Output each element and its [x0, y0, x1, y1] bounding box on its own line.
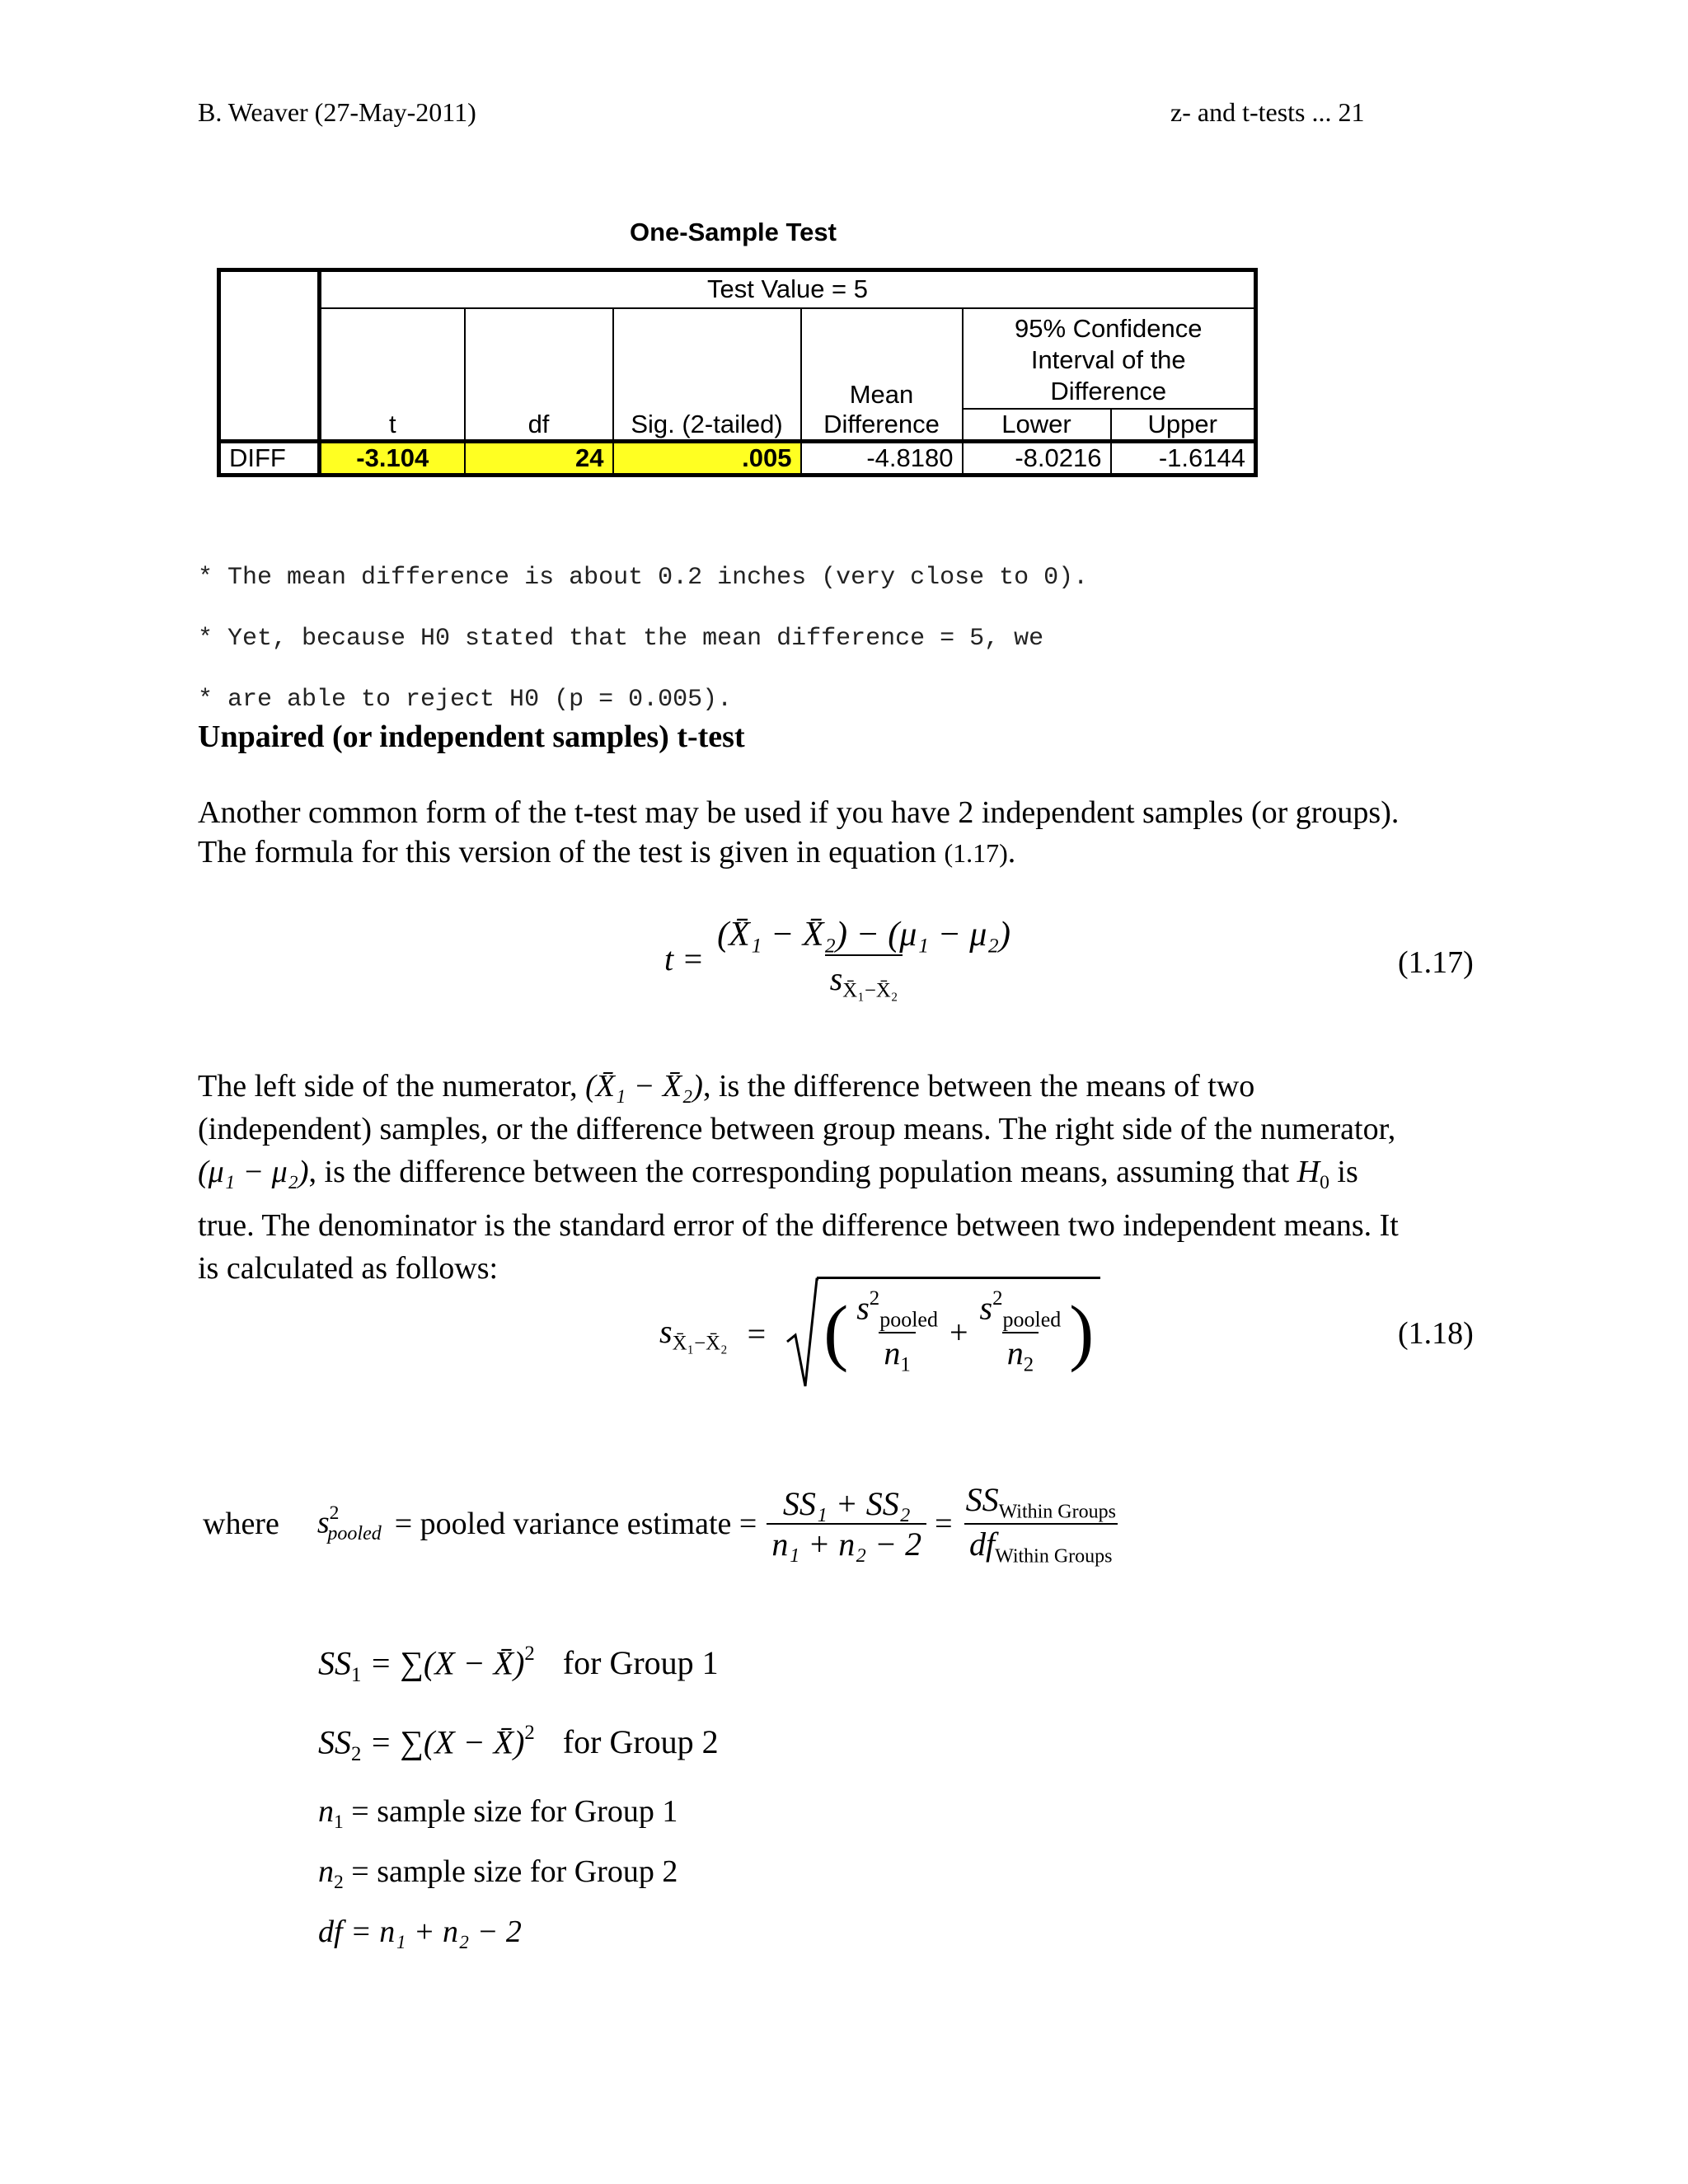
sqrt-sign-icon	[785, 1276, 818, 1391]
ss1-sup: 2	[524, 1643, 535, 1665]
where-s: s	[316, 1505, 330, 1540]
n1-lhs: n	[318, 1794, 334, 1829]
col-lower-header: Lower	[963, 409, 1111, 442]
eq118-lhs-sub: X̄₁−X̄₂	[672, 1332, 728, 1355]
one-sample-test-table	[217, 268, 1258, 477]
where-s-sup: 2	[329, 1502, 340, 1525]
comment-line-3: * are able to reject H0 (p = 0.005).	[198, 686, 733, 714]
eq118-plus: +	[949, 1314, 968, 1351]
cell-mean-diff-value: -4.8180	[801, 442, 963, 476]
eq117-fraction	[712, 915, 1015, 1003]
right-paren: )	[1069, 1291, 1095, 1373]
cell-upper-value: -1.6144	[1111, 442, 1256, 476]
explain-line-3	[198, 1151, 1533, 1204]
n1-sub: 1	[334, 1811, 344, 1834]
explain-math-2: (μ₁ − μ₂)	[198, 1155, 309, 1189]
explain-h0: H	[1296, 1155, 1320, 1189]
equation-ref-117: (1.17)	[944, 838, 1008, 868]
table-row	[219, 442, 1256, 476]
pooled-variance-definition	[203, 1480, 1121, 1568]
intro-line-2-text: The formula for this version of the test is given in equation	[198, 835, 945, 869]
ss-within: SS	[965, 1481, 999, 1518]
n-line-1	[318, 1787, 678, 1847]
df-within: df	[969, 1526, 996, 1563]
explain-math-1: (X̄₁ − X̄₂)	[585, 1069, 703, 1104]
explanation-paragraph	[198, 1065, 1533, 1290]
ss-within-sub: Within Groups	[998, 1501, 1116, 1523]
explain-line-5: is calculated as follows:	[198, 1251, 499, 1286]
ss2-lhs: SS	[318, 1723, 351, 1761]
explain-line-2: (independent) samples, or the difference between group means. The right side of the numerator,	[198, 1112, 1396, 1146]
df-rhs: = n₁ + n₂ − 2	[342, 1915, 522, 1950]
eq118-n1: n	[884, 1334, 901, 1372]
ci-header-line3: Difference	[1050, 376, 1167, 405]
eq117-denominator	[825, 954, 903, 1003]
ss1-lhs: SS	[318, 1644, 351, 1682]
running-header-right: z- and t-tests ... 21	[1170, 97, 1365, 127]
ss-line-1	[318, 1625, 719, 1704]
test-value-header: Test Value = 5	[320, 270, 1256, 308]
ss2-rhs: = ∑(X − X̄)	[361, 1723, 525, 1761]
ss1-text: for Group 1	[562, 1644, 719, 1682]
equation-number-117: (1.17)	[1398, 945, 1474, 980]
col-upper-header: Upper	[1111, 409, 1256, 442]
n2-sub: 2	[334, 1872, 344, 1894]
eq118-frac-1	[851, 1287, 943, 1377]
n-line-2	[318, 1847, 678, 1907]
eq118-n2-sub: 2	[1023, 1354, 1034, 1377]
ss-definitions	[318, 1625, 719, 1783]
col-mean-diff-header-line2: Difference	[823, 410, 940, 438]
eq118-s1-pooled: pooled	[879, 1307, 938, 1332]
col-t-header: t	[320, 308, 465, 442]
pooled-frac2-den	[964, 1523, 1117, 1568]
intro-paragraph	[198, 793, 1533, 873]
sqrt-body	[817, 1277, 1100, 1386]
where-eq2: =	[935, 1507, 953, 1542]
ss1-rhs: = ∑(X − X̄)	[361, 1644, 525, 1682]
eq118-lhs	[659, 1312, 728, 1356]
cell-t-value: -3.104	[320, 442, 465, 476]
ci-header	[963, 308, 1256, 409]
eq117-denominator-s: s	[829, 960, 843, 997]
ci-header-line2: Interval of the	[1030, 344, 1186, 374]
pooled-frac1-den: n₁ + n₂ − 2	[767, 1523, 926, 1563]
table-title: One-Sample Test	[630, 218, 837, 246]
intro-line-1: Another common form of the t-test may be used if you have 2 independent samples (or groups).	[198, 795, 1400, 830]
row-label-header-cell	[219, 270, 320, 442]
running-header-left: B. Weaver (27-May-2011)	[198, 97, 476, 127]
equation-1-18	[659, 1276, 1100, 1391]
cell-df-value: 24	[465, 442, 613, 476]
left-paren: (	[823, 1291, 849, 1373]
syntax-comments	[198, 532, 1088, 746]
where-pooled: pooled	[327, 1523, 382, 1545]
pooled-frac-1	[767, 1484, 926, 1563]
eq118-equals: =	[747, 1315, 767, 1352]
eq118-frac1-num	[851, 1287, 943, 1332]
eq118-n1-sub: 1	[900, 1354, 911, 1377]
eq117-lhs: t =	[664, 940, 705, 977]
eq118-frac-2	[975, 1287, 1067, 1377]
eq117-numerator: (X̄₁ − X̄₂) − (μ₁ − μ₂)	[717, 916, 1010, 954]
eq118-frac2-num	[975, 1287, 1067, 1332]
eq118-s1-sup: 2	[869, 1286, 880, 1310]
intro-line-2-end: .	[1007, 835, 1016, 869]
eq118-s2: s	[979, 1289, 993, 1327]
pooled-frac-2	[961, 1480, 1121, 1568]
pooled-frac2-num	[961, 1480, 1121, 1523]
explain-line-1	[198, 1065, 1533, 1108]
eq117-denominator-sub: X̄₁−X̄₂	[842, 979, 898, 1002]
ss2-sub: 2	[351, 1743, 362, 1766]
where-label: where	[203, 1507, 279, 1542]
ss2-sup: 2	[524, 1722, 535, 1745]
comment-line-1: * The mean difference is about 0.2 inches (very close to 0).	[198, 564, 1089, 592]
eq118-s1: s	[856, 1289, 870, 1327]
ss2-text: for Group 2	[562, 1723, 719, 1761]
col-mean-diff-header	[801, 308, 963, 442]
ss-line-2	[318, 1704, 719, 1783]
comment-line-2: * Yet, because H0 stated that the mean difference = 5, we	[198, 625, 1044, 653]
n2-text: = sample size for Group 2	[343, 1854, 678, 1890]
eq118-frac1-den	[879, 1332, 915, 1377]
df-line	[318, 1907, 678, 1957]
eq118-n2: n	[1006, 1334, 1024, 1372]
col-df-header: df	[465, 308, 613, 442]
intro-line-2	[198, 832, 1533, 873]
eq118-frac2-den	[1002, 1332, 1039, 1377]
eq118-s2-pooled: pooled	[1002, 1307, 1062, 1332]
cell-sig-value: .005	[613, 442, 801, 476]
eq118-s2-sup: 2	[992, 1286, 1003, 1310]
col-mean-diff-header-line1: Mean	[849, 380, 914, 409]
explain-line-1b: , is the difference between the means of two	[702, 1069, 1255, 1104]
explain-line-3a: , is the difference between the corresponding population means, assuming that	[308, 1155, 1297, 1189]
where-eq-text: = pooled variance estimate =	[394, 1507, 757, 1542]
explain-line-1a: The left side of the numerator,	[198, 1069, 586, 1104]
cell-lower-value: -8.0216	[963, 442, 1111, 476]
pooled-frac1-num: SS₁ + SS₂	[782, 1485, 911, 1523]
n2-lhs: n	[318, 1854, 334, 1890]
explain-line-3b: is	[1329, 1155, 1358, 1189]
equation-number-118: (1.18)	[1398, 1316, 1474, 1351]
eq118-lhs-s: s	[659, 1312, 673, 1350]
equation-1-17	[664, 915, 1015, 1003]
df-lhs: df	[318, 1915, 343, 1950]
row-label-diff: DIFF	[219, 442, 320, 476]
where-s-pooled	[317, 1502, 382, 1545]
ci-header-line1: 95% Confidence	[1015, 313, 1203, 343]
df-within-sub: Within Groups	[995, 1545, 1113, 1568]
col-sig-header: Sig. (2-tailed)	[613, 308, 801, 442]
explain-h0-sub: 0	[1320, 1172, 1329, 1194]
ss1-sub: 1	[351, 1664, 362, 1687]
section-heading: Unpaired (or independent samples) t-test	[198, 719, 745, 754]
explain-line-4: true. The denominator is the standard error of the difference between two independent means. It	[198, 1208, 1399, 1244]
n-definitions	[318, 1787, 678, 1957]
n1-text: = sample size for Group 1	[343, 1794, 678, 1829]
